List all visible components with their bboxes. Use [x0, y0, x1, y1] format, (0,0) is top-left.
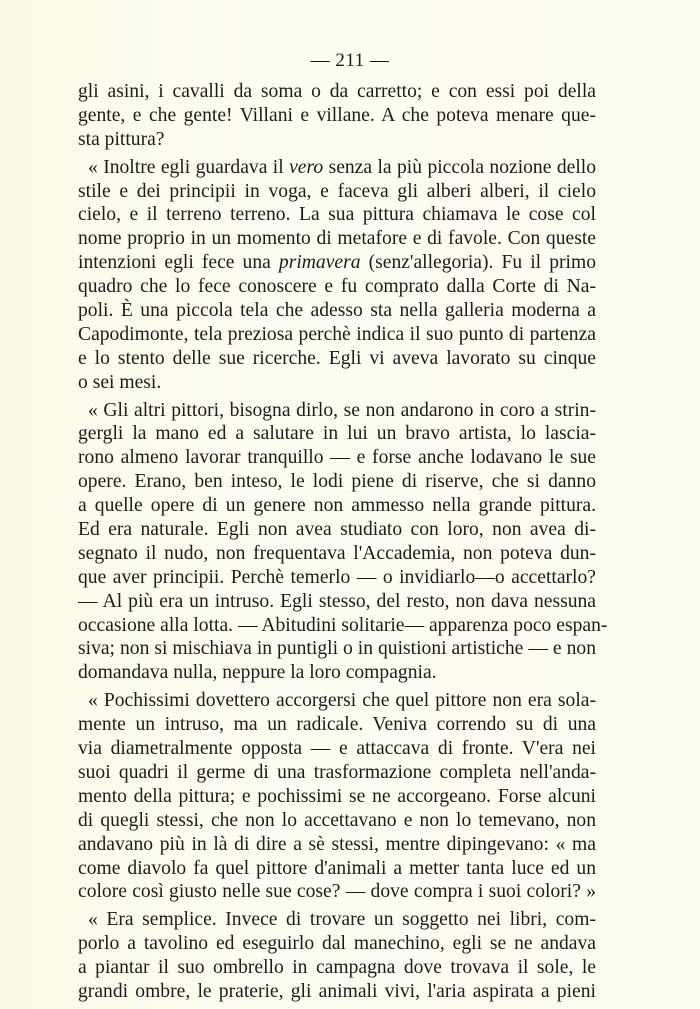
italic-word: vero: [289, 156, 324, 178]
text-line: rono almeno lavorar tranquillo — e forse anche lodavano le sue: [78, 447, 596, 469]
text-line: sta pittura?: [78, 128, 165, 150]
text-line: « Gli altri pittori, bisogna dirlo, se non andarono in coro a strin-: [88, 399, 596, 421]
text-line: mente un intruso, ma un radicale. Veniva correndo su di una: [78, 714, 596, 736]
text-line: come diavolo fa quel pittore d'animali a metter tanta luce ed un: [78, 857, 596, 879]
text-line: « Inoltre egli guardava il vero senza la più piccola nozione dello: [88, 156, 597, 178]
text-line: gente, e che gente! Villani e villane. A che poteva menare que-: [78, 104, 596, 126]
text-line: quadro che lo fece conoscere e fu comprato dalla Corte di Na-: [78, 276, 596, 298]
text-line: o sei mesi.: [78, 371, 162, 393]
text-line: opere. Erano, ben inteso, le lodi piene di riserve, che si danno: [78, 471, 596, 493]
text-line: mento della pittura; e pochissimi se ne accorgeano. Forse alcuni: [78, 785, 596, 807]
text-line: Capodimonte, tela preziosa perchè indica il suo punto di partenza: [78, 323, 596, 345]
text-line: e lo stento delle sue ricerche. Egli vi aveva lavorato su cinque: [78, 347, 596, 369]
text-line: — Al più era un intruso. Egli stesso, del resto, non dava nessuna: [78, 590, 596, 612]
text-line: porlo a tavolino ed eseguirlo dal manechino, egli se ne andava: [78, 933, 596, 955]
text-line: andavano più in là di dire a sè stessi, mentre dipingevano: « ma: [78, 833, 596, 855]
page-number: — 211 —: [310, 50, 390, 71]
text-line: a piantar il suo ombrello in campagna dove trovava il sole, le: [78, 957, 596, 979]
text-line: via diametralmente opposta — e attaccava di fronte. V'era nei: [78, 738, 596, 760]
text-line: segnato il nudo, non frequentava l'Accademia, non poteva dun-: [78, 542, 596, 564]
text-line: « Pochissimi dovettero accorgersi che quel pittore non era sola-: [88, 690, 596, 712]
text-line: suoi quadri il germe di una trasformazione completa nell'anda-: [78, 761, 596, 783]
text-line: poli. È una piccola tela che adesso sta nella galleria moderna a: [78, 300, 596, 322]
italic-word: primavera: [278, 252, 361, 274]
text-line: grandi ombre, le praterie, gli animali vivi, l'aria aspirata a pieni: [78, 980, 596, 1002]
text-line: occasione alla lotta. — Abitudini solitarie— apparenza poco espan-: [78, 614, 608, 636]
text-line: colore così giusto nelle sue cose? — dove compra i suoi colori? »: [78, 881, 596, 903]
text-line: siva; non si mischiava in puntigli o in quistioni artistiche — e non: [78, 638, 596, 660]
text-line: cielo, e il terreno terreno. La sua pittura chiamava le cose col: [78, 204, 596, 226]
text-line: gli asini, i cavalli da soma o da carretto; e con essi poi della: [78, 81, 596, 102]
text-line: di quegli stessi, che non lo accettavano e non lo temevano, non: [78, 809, 596, 831]
text-line: a quelle opere di un genere non ammesso nella grande pittura.: [78, 495, 596, 517]
text-line: intenzioni egli fece una primavera (senz'allegoria). Fu il primo: [78, 252, 596, 274]
text-line: stile e dei principii in voga, e faceva gli alberi alberi, il cielo: [78, 180, 596, 202]
text-line: gergli la mano ed a salutare in lui un bravo artista, lo lascia-: [78, 423, 596, 445]
text-line: que aver principii. Perchè temerlo — o invidiarlo—o accettarlo?: [78, 566, 596, 588]
text-line: domandava nulla, neppure la loro compagnia.: [78, 662, 437, 684]
text-line: Ed era naturale. Egli non avea studiato con loro, non avea di-: [78, 519, 596, 541]
text-line: « Era semplice. Invece di trovare un soggetto nei libri, com-: [88, 909, 596, 931]
text-line: nome proprio in un momento di metafore e di favole. Con queste: [78, 228, 596, 250]
body-text: [78, 80, 608, 1004]
